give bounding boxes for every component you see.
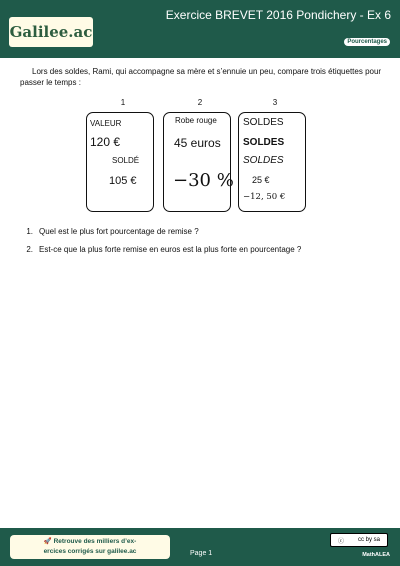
question-number: 2.	[26, 245, 33, 254]
tag3-label-3: SOLDES	[243, 155, 284, 166]
card-number-3: 3	[272, 98, 278, 107]
galilee-logo[interactable]	[9, 17, 93, 47]
page-footer	[0, 528, 400, 566]
tag1-sale-price: 105 €	[109, 175, 137, 187]
promo-line-2: ercices corrigés sur galilee.ac	[43, 548, 137, 555]
promo-line-1: 🚀 Retrouve des milliers d’ex-	[43, 538, 137, 545]
tag2-label: Robe rouge	[175, 116, 217, 125]
tag3-discount: −12, 50 €	[243, 192, 286, 202]
tag1-price: 120 €	[90, 135, 121, 149]
tag1-sold-label: SOLDÉ	[112, 156, 140, 165]
question-text: Est-ce que la plus forte remise en euros est la plus forte en pourcentage ?	[39, 245, 302, 254]
cc-icon: ⓒ	[337, 538, 344, 545]
license-text: cc by sa	[357, 537, 380, 543]
price-tag-1	[86, 112, 154, 212]
tag3-label-1: SOLDES	[243, 117, 284, 128]
tag2-discount: −30 %	[173, 170, 234, 191]
promo-link[interactable]	[10, 535, 170, 559]
intro-text: Lors des soldes, Rami, qui accompagne sa mère et s’ennuie un peu, compare trois étiquettes pour passer le temps :	[20, 67, 382, 87]
exercise-title: Exercice BREVET 2016 Pondichery - Ex 6	[165, 8, 391, 22]
card-number-1: 1	[120, 98, 126, 107]
price-tag-2	[163, 112, 234, 212]
question-number: 1.	[26, 227, 33, 236]
question-item	[20, 226, 380, 237]
tag3-price: 25 €	[252, 175, 270, 185]
question-text: Quel est le plus fort pourcentage de remise ?	[39, 227, 199, 236]
price-tag-3	[238, 112, 306, 212]
logo-text: Galilee.ac	[9, 23, 93, 41]
question-list	[20, 226, 380, 262]
question-item	[20, 244, 380, 255]
page-header	[0, 0, 400, 58]
page-number: Page 1	[190, 550, 213, 557]
tag1-label: VALEUR	[90, 119, 122, 128]
tag2-price: 45 euros	[174, 136, 221, 150]
card-number-2: 2	[197, 98, 203, 107]
topic-tag: Pourcentages	[344, 38, 390, 46]
tag3-label-2: SOLDES	[243, 137, 285, 148]
brand-label: MathALEA	[362, 552, 390, 558]
license-badge[interactable]	[330, 533, 388, 547]
